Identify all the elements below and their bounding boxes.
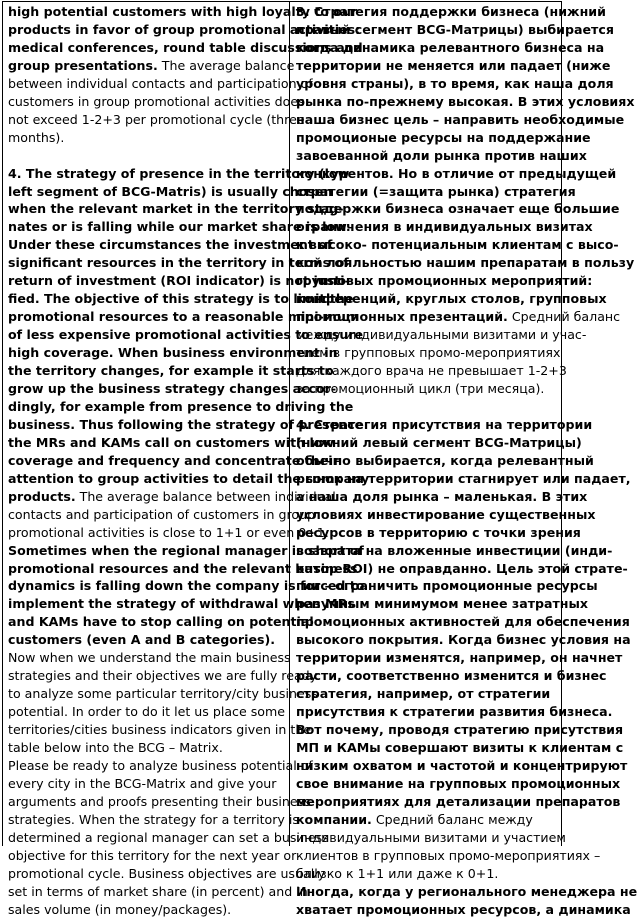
text-run: условиях инвестирование существенных [296,506,596,522]
text-run: гии – ограничить промоционные ресурсы [296,578,598,594]
text-line [8,57,295,75]
text-run: Sometimes when the regional manager is short of [8,542,364,558]
text-run: when the relevant market in the territory stag- [8,201,344,217]
text-line [296,829,637,847]
text-line [296,452,637,470]
text-run: 3. Стратегия поддержки бизнеса (нижний [296,4,606,19]
text-run: индивидуальными визитами и участием [296,829,566,845]
text-run: правый сегмент BCG-Матрицы) выбирается [296,21,614,37]
text-run: of less expensive promotional activities to ensure [8,327,364,343]
text-line [8,775,285,793]
text-run: расти, соответственно изменится и бизнес [296,668,607,684]
text-run: конференций, круглых столов, групповых [296,291,607,307]
text-run: разумным минимумом менее затратных [296,596,589,612]
text-line [8,488,336,506]
text-run: Under these circumstances the investment of [8,237,333,253]
text-run: dingly, for example from presence to driving the [8,398,354,414]
text-run: МП и КАМы совершают визиты к клиентам с [296,740,624,756]
text-line [296,775,637,793]
text-run: территории изменятся, например, он начнет [296,650,623,666]
text-line [8,667,318,685]
text-run: а наша доля рынка – маленькая. В этих [296,488,588,504]
text-line [296,290,637,308]
text-line [296,577,637,595]
text-run: свое внимание на групповых промоционных [296,775,621,791]
text-run: ограничения в индивидуальных визитах [296,219,593,235]
text-line [8,129,285,147]
text-run: return of investment (ROI indicator) is not justi- [8,273,350,289]
text-line [296,865,637,883]
text-run: products in favor of group promotional activities: [8,21,361,37]
text-run: к высоко- потенциальным клиентам с высо- [296,237,619,253]
text-line [8,847,297,865]
text-run: территории не меняется или падает (ниже [296,57,611,73]
text-run: the MRs and KAMs call on customers with low [8,434,335,450]
text-run: set in terms of market share (in percent) and in [8,883,308,899]
text-run: determined a regional manager can set a business [8,829,329,845]
text-run: the territory changes, for example it starts to [8,363,334,379]
text-run: катор ROI) не оправданно. Цель этой страте- [296,560,628,576]
text-line [296,21,637,39]
text-run: промоционных активностей для обеспечения [296,614,630,630]
text-line [296,613,637,631]
text-run: customers in group promotional activities does [8,93,305,109]
text-run: поддержки бизнеса означает еще большие [296,201,620,217]
text-line [296,793,637,811]
text-line [8,739,285,757]
presence-strategy-paragraph-ru [296,416,637,919]
text-run: promotional activities is close to 1+1 or even 0+1. [8,524,329,540]
text-run: Now when we understand the main business [8,650,291,666]
text-line [296,272,637,290]
text-run: уровня страны), в то время, как наша доля [296,75,614,91]
text-run: nates or is falling while our market share is low. [8,219,351,235]
text-run: групповых промоционных мероприятий: [296,273,593,289]
text-line [8,560,358,578]
text-line [296,57,637,75]
text-run: ресурсов в территорию с точки зрения [296,524,581,540]
text-run: contacts and participation of customers in group [8,506,316,522]
text-run: стратегии (=защита рынка) стратегия [296,183,576,199]
text-run: every city in the BCG-Matrix and give your [8,775,277,791]
text-run: coverage and frequency and concentrate their [8,452,339,468]
intro-paragraph [8,3,363,147]
text-run: клиентов в групповых промо-мероприятиях – [296,847,601,863]
text-line [8,111,305,129]
text-run: to analyze some particular territory/city business [8,686,318,702]
text-line [296,901,637,919]
text-run: strategies. When the strategy for a territory is [8,811,299,827]
text-run: 4. Стратегия присутствия на территории [296,416,593,432]
text-run: left segment of BCG-Matris) is usually chosen [8,183,333,199]
text-line [296,667,637,685]
text-run: промоционных презентаций. [296,309,508,325]
text-run: между индивидуальными визитами и учас- [296,327,587,343]
text-line [8,308,359,326]
text-line [8,865,326,883]
text-run: territories/cities business indicators given in the [8,722,312,738]
text-line [8,470,370,488]
text-line [296,326,637,344]
text-run: potential. In order to do it let us place some [8,704,286,720]
text-run: стратегия, например, от стратегии [296,686,551,702]
text-run: низким охватом и частотой и концентрируют [296,758,628,774]
text-line [8,793,311,811]
text-line [8,380,337,398]
text-line [296,883,637,901]
text-line [8,39,363,57]
text-run: кой лояльностью нашим препаратам в пользу [296,255,635,271]
text-line [296,470,637,488]
text-run: high coverage. When business environment in [8,345,338,361]
text-line [8,165,350,183]
text-line [8,811,299,829]
paragraph-gap [296,398,637,416]
text-line [296,488,637,506]
text-line [8,200,344,218]
support-strategy-paragraph [296,3,637,398]
text-line [296,685,637,703]
text-run: конкурентов. Но в отличие от предыдущей [296,165,617,181]
text-run: months). [8,129,65,145]
text-line [8,649,291,667]
text-run: возврата на вложенные инвестиции (инди- [296,542,613,558]
text-run: attention to group activities to detail the company [8,470,370,486]
text-run: присутствия к стратегии развития бизнеса. [296,704,613,720]
text-line [8,326,364,344]
text-line [8,452,339,470]
text-line [296,218,637,236]
text-line [296,362,637,380]
text-run: близко к 1+1 или даже к 0+1. [296,865,499,881]
text-line [296,3,637,21]
text-line [8,75,313,93]
text-line [296,39,637,57]
text-run: тием в групповых промо-мероприятиях [296,345,561,361]
text-line [8,613,314,631]
text-run: between individual contacts and participation of [8,75,313,91]
text-line [8,883,308,901]
text-run: за промоционный цикл (три месяца). [296,381,545,397]
text-line [8,829,329,847]
text-line [296,183,637,201]
text-line [296,111,637,129]
text-line [296,165,637,183]
text-line [8,254,349,272]
text-line [296,542,637,560]
text-line [8,416,364,434]
text-run: рынка по-прежнему высокая. В этих условиях [296,93,635,109]
text-line [296,721,637,739]
text-run: not exceed 1-2+3 per promotional cycle (three [8,111,305,127]
text-run: Вот почему, проводя стратегию присутствия [296,722,624,738]
text-run: dynamics is falling down the company is forced to [8,578,365,594]
text-line [296,757,637,775]
text-run: для каждого врача не превышает 1-2+3 [296,363,567,379]
text-run: and KAMs have to stop calling on potential [8,614,314,630]
document-page [2,1,638,917]
text-line [296,649,637,667]
text-run: sales volume (in money/packages). [8,901,232,917]
text-run: Средний баланс [507,309,621,325]
text-line [296,380,637,398]
paragraph-gap [8,147,285,165]
text-run: promotional resources to a reasonable mini-mum [8,309,359,325]
text-run: (нижний левый сегмент BCG-Матрицы) [296,434,582,450]
text-run: The average balance between individual [75,488,336,504]
text-run: Иногда, когда у регионального менеджера не [296,883,638,899]
text-line [8,757,313,775]
russian-column [290,2,641,917]
text-run: arguments and proofs presenting their business [8,793,311,809]
text-line [8,901,285,919]
text-line [8,272,350,290]
text-run: 4. The strategy of presence in the territory (low [8,165,350,181]
text-run: Средний баланс между [371,811,533,827]
text-line [296,236,637,254]
text-line [296,631,637,649]
text-line [296,847,637,865]
text-run: business. Thus following the strategy of presence [8,416,364,432]
text-run: наша бизнес цель – направить необходимые [296,111,625,127]
text-line [296,308,637,326]
text-run: objective for this territory for the next year or [8,847,297,863]
text-run: group presentations. [8,57,158,73]
text-line [296,595,637,613]
text-line [296,129,637,147]
text-line [296,200,637,218]
text-run: когда динамика релевантного бизнеса на [296,39,605,55]
text-line [296,434,637,452]
text-line [8,93,305,111]
text-line [296,524,637,542]
text-line [8,685,318,703]
text-run: Please be ready to analyze business potential of [8,758,313,774]
text-line [296,703,637,721]
text-line [8,542,364,560]
text-run: high potential customers with high loyalty to our [8,4,358,19]
text-line [296,811,637,829]
text-run: fied. The objective of this strategy is to limit the [8,291,354,307]
text-run: promotional resources and the relevant business [8,560,358,576]
text-line [296,147,637,165]
text-run: высокого покрытия. Когда бизнес условия на [296,632,631,648]
text-run: компании. [296,811,372,827]
text-line [8,290,354,308]
text-run: The average balance [157,57,295,73]
text-line [8,398,354,416]
text-run: table below into the BCG – Matrix. [8,740,223,756]
text-line [8,506,316,524]
text-line [8,362,334,380]
text-run: strategies and their objectives we are fully ready [8,668,318,684]
text-line [296,93,637,111]
text-line [296,344,637,362]
text-line [296,254,637,272]
text-line [296,75,637,93]
text-line [296,416,637,434]
text-run: medical conferences, round table discussions and [8,39,363,55]
text-run: products. [8,488,76,504]
text-line [8,236,333,254]
text-line [8,703,285,721]
text-line [8,344,338,362]
text-line [8,3,358,21]
text-line [8,595,355,613]
text-run: хватает промоционных ресурсов, а динамика [296,901,631,917]
text-line [8,631,285,649]
text-run: мероприятиях для детализации препаратов [296,793,621,809]
text-line [8,183,333,201]
text-run: завоеванной доли рынка против наших [296,147,587,163]
text-run: grow up the business strategy changes accor- [8,381,337,396]
text-line [8,218,351,236]
text-run: промоционые ресурсы на поддержание [296,129,591,145]
text-run: customers (even A and B categories). [8,632,276,648]
text-line [296,739,637,757]
text-run: promotional cycle. Business objectives are usually [8,865,326,881]
text-line [8,577,365,595]
text-run: рынок на территории стагнирует или падает, [296,470,631,486]
text-line [296,506,637,524]
text-line [8,434,335,452]
text-run: implement the strategy of withdrawal when MRs [8,596,355,612]
text-run: significant resources in the territory in terms of [8,255,349,271]
text-run: обычно выбирается, когда релевантный [296,452,594,468]
text-line [8,524,329,542]
text-line [8,21,361,39]
text-line [296,560,637,578]
text-line [8,721,312,739]
